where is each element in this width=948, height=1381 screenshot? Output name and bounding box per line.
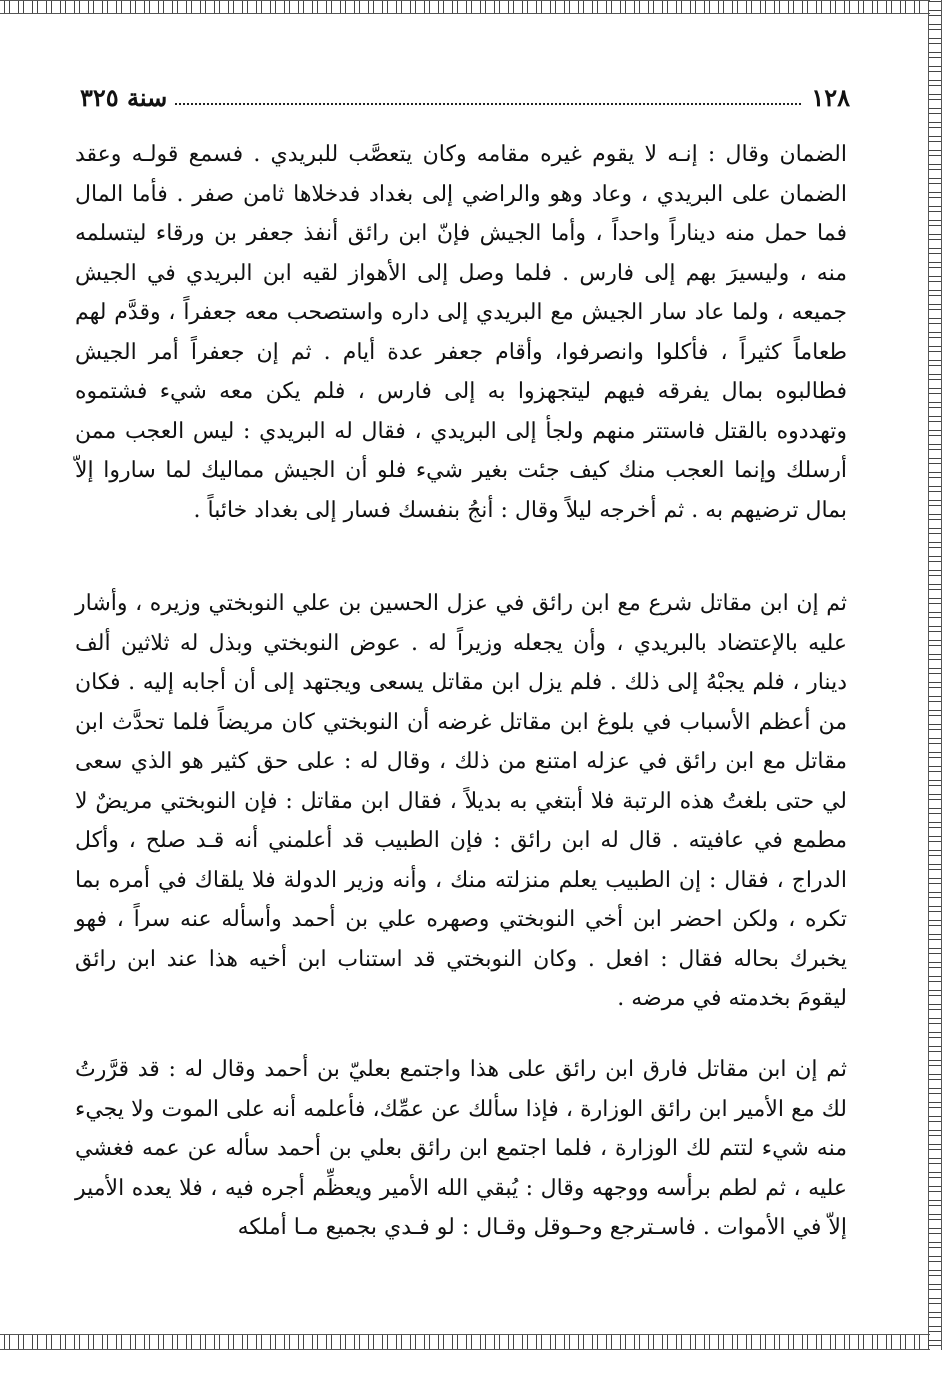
page-border-bottom: [0, 1334, 930, 1350]
paragraph: ثم إن ابن مقاتل شرع مع ابن رائق في عزل الحسين بن علي النوبختي وزيره ، وأشار عليه بالإعتضاد بالبريدي ، وأن يجعله وزيراً له . عوض النوبختي وبذل له ثلاثين ألف دينار ، فلم يجبْهُ إلى ذلك . فلم يزل ابن مقاتل يسعى ويجتهد إلى أن أجابه إليه . فكان من أعظم الأسباب في بلوغ ابن مقاتل غرضه أن النوبختي كان مريضاً فلما تحدَّث ابن مقاتل مع ابن رائق في عزله امتنع من ذلك ، وقال له : على حق كثير هو الذي سعى لي حتى بلغتُ هذه الرتبة فلا أبتغي به بديلاً ، فقال ابن مقاتل : فإن النوبختي مريضٌ لا مطمع في عافيته . قال له ابن رائق : فإن الطبيب قد أعلمني أنه قـد صلح ، وأكل الدراج ، فقال : إن الطبيب يعلم منزلته منك ، وأنه وزير الدولة فلا يلقاك في أمره بما تكره ، ولكن احضر ابن أخي النوبختي وصهره علي بن أحمد وأسأله عنه سراً ، فهو يخبرك بحاله فقال : افعل . وكان النوبختي قد استناب ابن أخيه هذا عند ابن رائق ليقومَ بخدمته في مرضه .: [75, 591, 847, 1011]
paragraph: الضمان وقال : إنـه لا يقوم غيره مقامه وكان يتعصَّب للبريدي . فسمع قولـه وعقد الضمان على البريدي ، وعاد وهو والراضي إلى بغداد فدخلاها ثامن صفر . فأما المال فما حمل منه ديناراً واحداً ، وأما الجيش فإنّ ابن رائق أنفذ جعفر بن ورقاء ليتسلمه منه ، وليسيرَ بهم إلى فارس . فلما وصل إلى الأهواز لقيه ابن البريدي في الجيش جميعه ، ولما عاد سار الجيش مع البريدي إلى داره واستصحب معه جعفراً ، وقدَّم لهم طعاماً كثيراً ، فأكلوا وانصرفوا، وأقام جعفر عدة أيام . ثم إن جعفراً أمر الجيش فطالبوه بمال يفرقه فيهم ليتجهزوا به إلى فارس ، فلم يكن معه شيء فشتموه وتهددوه بالقتل فاستتر منهم ولجأ إلى البريدي ، فقال له البريدي : ليس العجب ممن أرسلك وإنما العجب منك كيف جئت بغير شيء فلو أن الجيش مماليك لما ساروا إلاّ بمال ترضيهم به . ثم أخرجه ليلاً وقال : أنجُ بنفسك فسار إلى بغداد خائباً .: [75, 142, 847, 523]
page-number: ١٢٨: [811, 83, 850, 112]
page-body: [75, 135, 847, 1248]
header-year: سنة ٣٢٥: [80, 83, 168, 112]
page-border-right: [928, 0, 942, 1350]
page-header: [80, 82, 850, 112]
page-border-top: [0, 0, 930, 14]
header-dotted-leader: [175, 103, 801, 105]
paragraph: ثم إن ابن مقاتل فارق ابن رائق على هذا واجتمع بعليّ بن أحمد وقال له : قد قرَّرتُ لك مع الأمير ابن رائق الوزارة ، فإذا سألك عن عمِّك، فأعلمه أنه على الموت ولا يجيء منه شيء لتتم لك الوزارة ، فلما اجتمع ابن رائق بعلي بن أحمد سأله عن عمه فغشي عليه ، ثم لطم برأسه ووجهه وقال : يُبقي الله الأمير ويعظِّم أجره فيه ، فلا يعده الأمير إلاّ في الأموات . فاسـترجع وحـوقل وقـال : لو فـدي بجميع مـا أملكه: [75, 1057, 847, 1240]
